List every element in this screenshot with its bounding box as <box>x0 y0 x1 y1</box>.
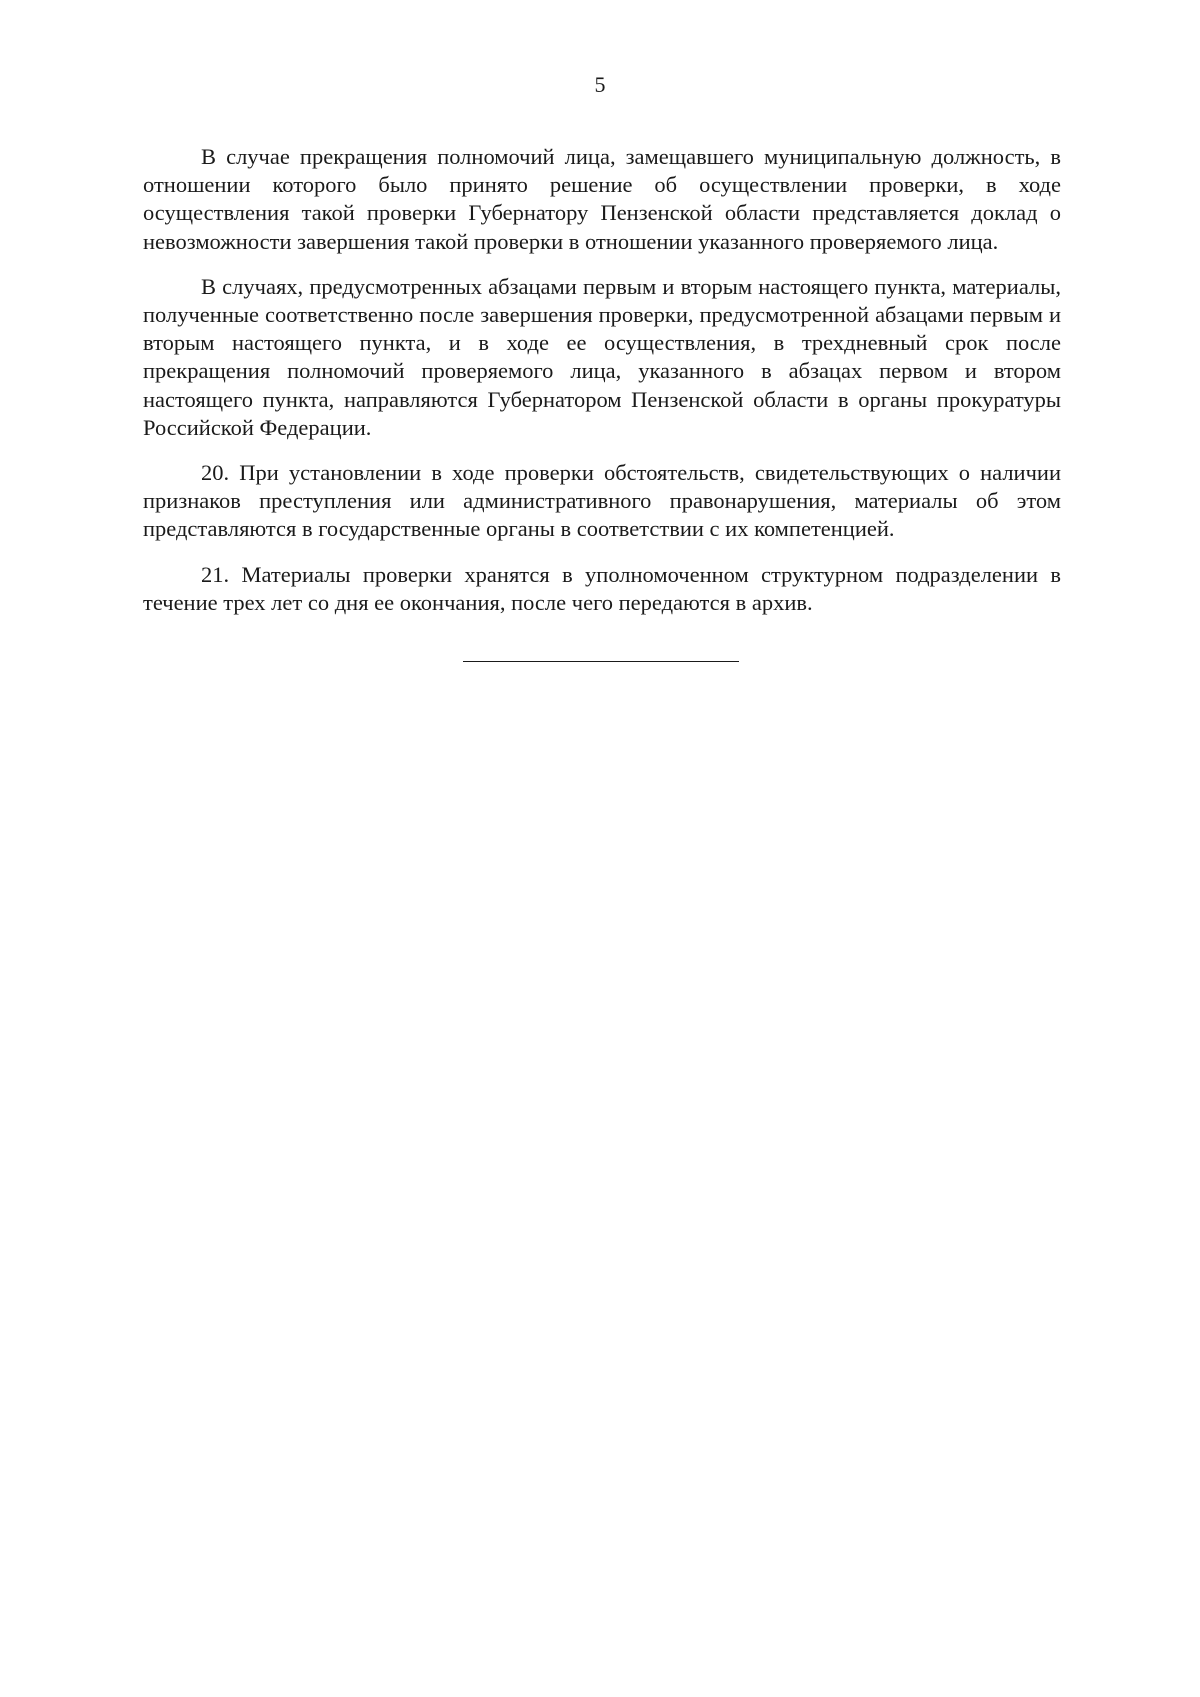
document-body <box>143 143 1061 634</box>
paragraph-materials-to-prosecutor: В случаях, предусмотренных абзацами первым и вторым настоящего пункта, материалы, полученные соответственно после завершения проверки, предусмотренной абзацами первым и вторым настоящего пункта, и в ходе ее осуществления, в трехдневный срок после прекращения полномочий проверяемого лица, указанного в абзацах первом и втором настоящего пункта, направляются Губернатором Пензенской области в органы прокуратуры Российской Федерации. <box>143 273 1061 440</box>
end-of-document-divider <box>463 661 739 662</box>
paragraph-item-21: 21. Материалы проверки хранятся в уполномоченном структурном подразделении в течение трех лет со дня ее окончания, после чего передаются в архив. <box>143 561 1061 615</box>
paragraph-termination-report: В случае прекращения полномочий лица, замещавшего муниципальную должность, в отношении которого было принято решение об осуществлении проверки, в ходе осуществления такой проверки Губернатору Пензенской области представляется доклад о невозможности завершения такой проверки в отношении указанного проверяемого лица. <box>143 144 1061 254</box>
page-number: 5 <box>594 72 606 97</box>
paragraph-item-20: 20. При установлении в ходе проверки обстоятельств, свидетельствующих о наличии признаков преступления или административного правонарушения, материалы об этом представляются в государственные органы в соответствии с их компетенцией. <box>143 460 1061 542</box>
